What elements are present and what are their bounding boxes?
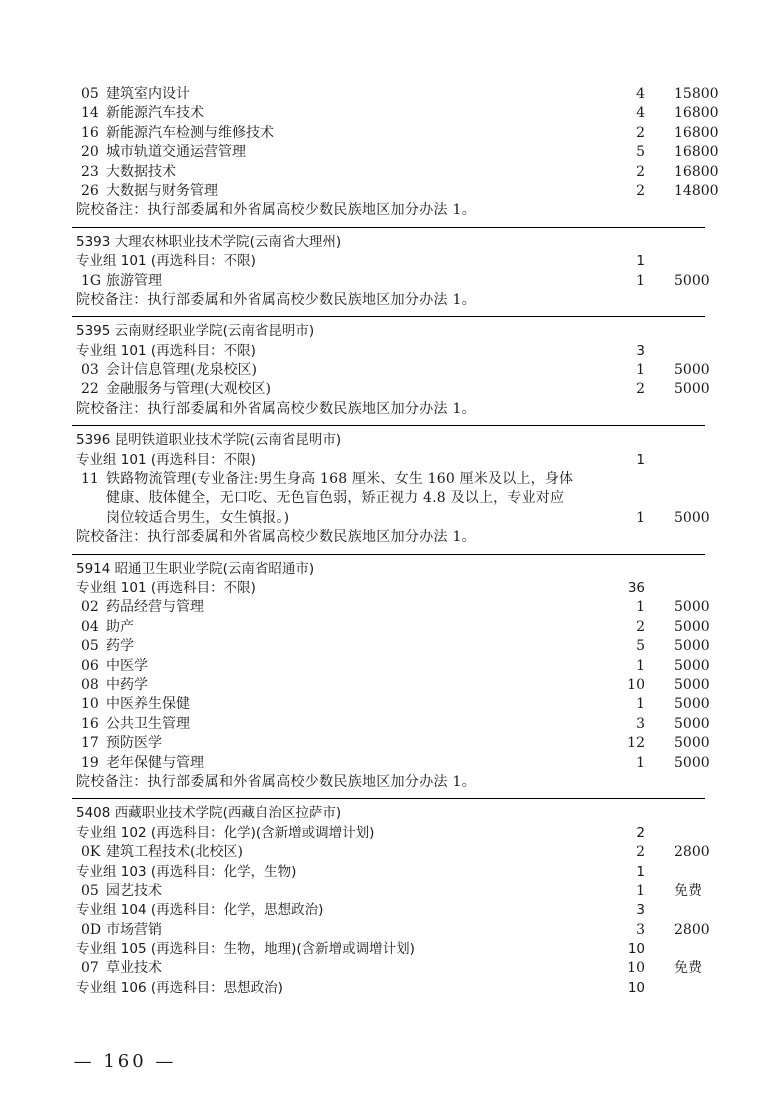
major-group-row — [0, 940, 777, 959]
major-group-row — [0, 824, 777, 843]
major-name: 中医学 — [106, 657, 148, 674]
school-note: 院校备注：执行部委属和外省属高校少数民族地区加分办法 1。 — [76, 291, 477, 308]
major-tuition: 16800 — [674, 124, 719, 141]
major-code: 10 — [81, 696, 99, 713]
major-code: 26 — [81, 182, 99, 199]
major-name: 老年保健与管理 — [106, 754, 204, 771]
major-tuition: 5000 — [674, 599, 710, 616]
major-plan-count: 4 — [636, 86, 645, 102]
section-divider — [72, 227, 705, 228]
school-title: 5914 昭通卫生职业学院(云南省昭通市) — [76, 560, 315, 577]
major-group-row — [0, 579, 777, 598]
school-title: 5408 西藏职业技术学院(西藏自治区拉萨市) — [76, 805, 342, 822]
major-plan-count: 3 — [636, 715, 645, 732]
section-divider — [72, 425, 705, 426]
major-row — [0, 843, 777, 862]
major-group-row — [0, 979, 777, 998]
major-plan-count: 2 — [636, 844, 645, 861]
major-group-label: 专业组 105 (再选科目：生物，地理)(含新增或调增计划) — [76, 941, 415, 958]
major-group-label: 专业组 101 (再选科目：不限) — [76, 253, 256, 270]
major-tuition: 2800 — [674, 921, 710, 938]
major-plan-count: 2 — [636, 163, 645, 180]
major-plan-count: 1 — [636, 882, 645, 899]
major-code: 07 — [81, 960, 99, 977]
major-code: 1G — [81, 272, 102, 289]
major-plan-count: 1 — [636, 362, 645, 379]
major-name: 草业技术 — [106, 960, 162, 977]
major-tuition: 免费 — [674, 960, 702, 977]
major-row — [0, 85, 777, 104]
major-tuition: 5000 — [674, 676, 710, 693]
major-plan-count: 10 — [627, 676, 645, 693]
school-note: 院校备注：执行部委属和外省属高校少数民族地区加分办法 1。 — [76, 773, 477, 790]
major-group-row — [0, 342, 777, 361]
major-name: 建筑工程技术(北校区) — [106, 844, 243, 861]
major-code: 02 — [81, 599, 99, 616]
major-tuition: 2800 — [674, 844, 710, 861]
major-tuition: 16800 — [674, 163, 719, 180]
major-name: 旅游管理 — [106, 272, 162, 289]
major-code: 05 — [81, 86, 99, 102]
major-code: 20 — [81, 144, 99, 161]
major-tuition: 5000 — [674, 735, 710, 752]
major-name: 助产 — [106, 618, 134, 635]
major-name: 建筑室内设计 — [106, 86, 190, 102]
major-code: 0D — [81, 921, 102, 938]
major-plan-count: 5 — [636, 638, 645, 655]
major-name: 中药学 — [106, 676, 148, 693]
major-group-count: 3 — [636, 342, 645, 359]
major-tuition: 5000 — [674, 272, 710, 289]
major-name: 大数据技术 — [106, 163, 176, 180]
major-code: 11 — [81, 471, 99, 488]
major-group-label: 专业组 101 (再选科目：不限) — [76, 451, 256, 468]
major-name: 大数据与财务管理 — [106, 182, 218, 199]
major-group-count: 1 — [636, 863, 645, 880]
major-code: 03 — [81, 362, 99, 379]
major-plan-count: 2 — [636, 124, 645, 141]
major-group-count: 1 — [636, 451, 645, 468]
major-group-count: 1 — [636, 253, 645, 270]
major-code: 08 — [81, 676, 99, 693]
major-group-label: 专业组 102 (再选科目：化学)(含新增或调增计划) — [76, 824, 375, 841]
major-row — [0, 124, 777, 143]
major-code: 17 — [81, 735, 99, 752]
major-plan-count: 1 — [636, 509, 645, 526]
major-name: 铁路物流管理(专业备注:男生身高 168 厘米、女生 160 厘米及以上，身体健康、肢体健全，无口吃、无色盲色弱，矫正视力 4.8 及以上，专业对应岗位较适合男生，女生慎报。) — [106, 471, 574, 526]
major-plan-count: 1 — [636, 754, 645, 771]
major-code: 19 — [81, 754, 99, 771]
major-code: 0K — [81, 844, 101, 861]
major-code: 06 — [81, 657, 99, 674]
major-name: 药学 — [106, 638, 134, 655]
major-name: 城市轨道交通运营管理 — [106, 144, 246, 161]
major-row — [0, 182, 777, 201]
major-row — [0, 637, 777, 656]
major-row — [0, 676, 777, 695]
school-title: 5395 云南财经职业学院(云南省昆明市) — [76, 323, 315, 340]
section-divider — [72, 798, 705, 799]
major-row — [0, 380, 777, 399]
major-code: 14 — [81, 105, 99, 122]
major-group-label: 专业组 103 (再选科目：化学，生物) — [76, 863, 297, 880]
major-name: 预防医学 — [106, 735, 162, 752]
major-row — [0, 657, 777, 676]
school-title: 5393 大理农林职业技术学院(云南省大理州) — [76, 233, 342, 250]
major-row — [0, 361, 777, 380]
major-tuition: 16800 — [674, 105, 719, 122]
major-plan-count: 1 — [636, 696, 645, 713]
major-code: 23 — [81, 163, 99, 180]
major-tuition: 5000 — [674, 509, 710, 526]
major-plan-count: 12 — [627, 735, 645, 752]
major-row — [0, 598, 777, 617]
page-number: — 160 — — [73, 1051, 177, 1072]
major-group-row — [0, 252, 777, 271]
major-group-count: 10 — [627, 979, 645, 996]
major-row — [0, 470, 777, 528]
major-row — [0, 104, 777, 123]
major-row — [0, 272, 777, 291]
major-code: 16 — [81, 715, 99, 732]
major-plan-count: 3 — [636, 921, 645, 938]
school-note: 院校备注：执行部委属和外省属高校少数民族地区加分办法 1。 — [76, 202, 477, 219]
major-group-label: 专业组 101 (再选科目：不限) — [76, 580, 256, 597]
major-tuition: 14800 — [674, 182, 719, 199]
major-plan-count: 1 — [636, 657, 645, 674]
major-name: 新能源汽车检测与维修技术 — [106, 124, 274, 141]
major-group-count: 3 — [636, 902, 645, 919]
major-row — [0, 959, 777, 978]
section-divider — [72, 316, 705, 317]
major-plan-count: 2 — [636, 182, 645, 199]
major-code: 16 — [81, 124, 99, 141]
major-group-row — [0, 901, 777, 920]
major-tuition: 5000 — [674, 715, 710, 732]
major-group-label: 专业组 101 (再选科目：不限) — [76, 342, 256, 359]
major-tuition: 16800 — [674, 144, 719, 161]
major-plan-count: 2 — [636, 381, 645, 398]
major-row — [0, 734, 777, 753]
major-group-count: 2 — [636, 824, 645, 841]
admission-plan-table — [0, 85, 777, 998]
major-plan-count: 1 — [636, 599, 645, 616]
major-tuition: 5000 — [674, 657, 710, 674]
major-name: 新能源汽车技术 — [106, 105, 204, 122]
major-tuition: 15800 — [674, 86, 719, 102]
school-note: 院校备注：执行部委属和外省属高校少数民族地区加分办法 1。 — [76, 400, 477, 417]
major-row — [0, 618, 777, 637]
major-plan-count: 1 — [636, 272, 645, 289]
major-tuition: 5000 — [674, 638, 710, 655]
major-name: 药品经营与管理 — [106, 599, 204, 616]
section-divider — [72, 554, 705, 555]
major-code: 05 — [81, 638, 99, 655]
major-group-count: 36 — [627, 580, 645, 597]
major-tuition: 5000 — [674, 362, 710, 379]
major-tuition: 5000 — [674, 696, 710, 713]
major-tuition: 5000 — [674, 618, 710, 635]
school-title: 5396 昆明铁道职业技术学院(云南省昆明市) — [76, 432, 342, 449]
major-row — [0, 715, 777, 734]
major-group-label: 专业组 106 (再选科目：思想政治) — [76, 979, 283, 996]
major-row — [0, 882, 777, 901]
major-code: 22 — [81, 381, 99, 398]
major-group-row — [0, 451, 777, 470]
major-name: 园艺技术 — [106, 882, 162, 899]
major-group-count: 10 — [627, 941, 645, 958]
major-row — [0, 163, 777, 182]
major-name: 市场营销 — [106, 921, 162, 938]
major-name: 公共卫生管理 — [106, 715, 190, 732]
major-group-label: 专业组 104 (再选科目：化学，思想政治) — [76, 902, 324, 919]
major-plan-count: 4 — [636, 105, 645, 122]
major-plan-count: 2 — [636, 618, 645, 635]
major-code: 05 — [81, 882, 99, 899]
major-code: 04 — [81, 618, 99, 635]
school-note: 院校备注：执行部委属和外省属高校少数民族地区加分办法 1。 — [76, 529, 477, 546]
major-name: 会计信息管理(龙泉校区) — [106, 362, 257, 379]
major-group-row — [0, 863, 777, 882]
major-row — [0, 695, 777, 714]
major-row — [0, 143, 777, 162]
major-name: 金融服务与管理(大观校区) — [106, 381, 271, 398]
major-plan-count: 5 — [636, 144, 645, 161]
major-tuition: 5000 — [674, 754, 710, 771]
major-tuition: 5000 — [674, 381, 710, 398]
major-tuition: 免费 — [674, 882, 702, 899]
major-row — [0, 754, 777, 773]
major-row — [0, 921, 777, 940]
major-name: 中医养生保健 — [106, 696, 190, 713]
major-plan-count: 10 — [627, 960, 645, 977]
